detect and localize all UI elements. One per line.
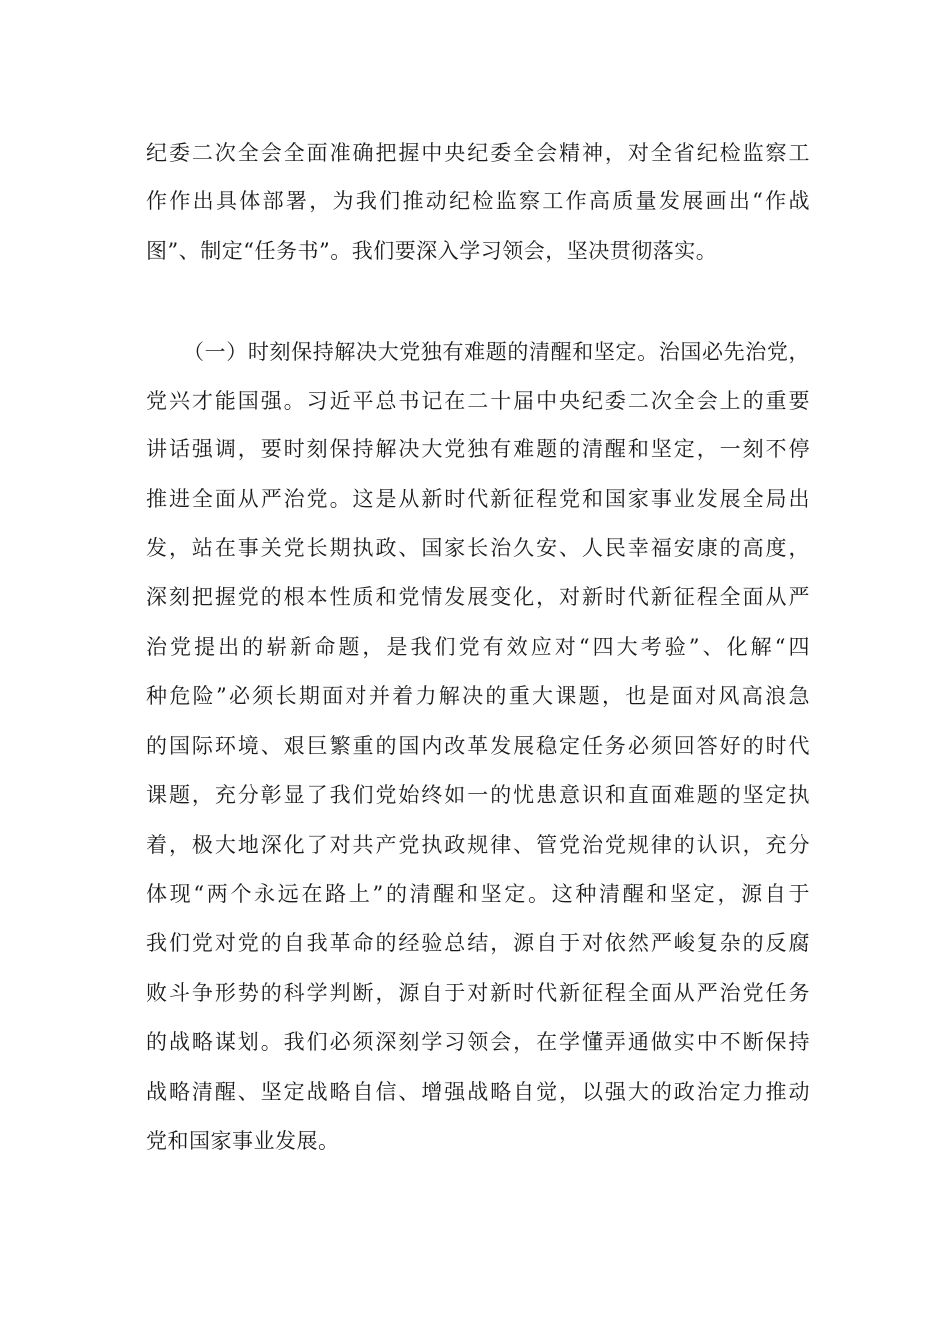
paragraph-2-line-14: 败斗争形势的科学判断，源自于对新时代新征程全面从严治党任务: [146, 981, 810, 1005]
paragraph-1-line-1: 纪委二次全会全面准确把握中央纪委全会精神，对全省纪检监察工: [146, 141, 810, 165]
paragraph-2-line-6: 深刻把握党的根本性质和党情发展变化，对新时代新征程全面从严: [146, 585, 810, 609]
paragraph-1-line-3: 图”、制定“任务书”。我们要深入学习领会，坚决贯彻落实。: [146, 239, 718, 263]
paragraph-2-line-16: 战略清醒、坚定战略自信、增强战略自觉，以强大的政治定力推动: [146, 1080, 810, 1104]
paragraph-2-line-8: 种危险”必须长期面对并着力解决的重大课题，也是面对风高浪急: [146, 684, 810, 708]
paragraph-1-line-2: 作作出具体部署，为我们推动纪检监察工作高质量发展画出“作战: [146, 189, 810, 213]
paragraph-2-line-1: （一）时刻保持解决大党独有难题的清醒和坚定。治国必先治党，: [183, 340, 810, 364]
paragraph-2-line-12: 体现“两个永远在路上”的清醒和坚定。这种清醒和坚定，源自于: [146, 882, 810, 906]
paragraph-2-line-4: 推进全面从严治党。这是从新时代新征程党和国家事业发展全局出: [146, 487, 810, 511]
paragraph-2-line-5: 发，站在事关党长期执政、国家长治久安、人民幸福安康的高度，: [146, 536, 810, 560]
paragraph-2-line-15: 的战略谋划。我们必须深刻学习领会，在学懂弄通做实中不断保持: [146, 1030, 810, 1054]
paragraph-2-line-11: 着，极大地深化了对共产党执政规律、管党治党规律的认识，充分: [146, 833, 810, 857]
paragraph-2-line-2: 党兴才能国强。习近平总书记在二十届中央纪委二次全会上的重要: [146, 389, 810, 413]
paragraph-2-line-7: 治党提出的崭新命题，是我们党有效应对“四大考验”、化解“四: [146, 635, 810, 659]
paragraph-2-line-17: 党和国家事业发展。: [146, 1129, 340, 1153]
paragraph-2-line-3: 讲话强调，要时刻保持解决大党独有难题的清醒和坚定，一刻不停: [146, 437, 810, 461]
paragraph-2-line-13: 我们党对党的自我革命的经验总结，源自于对依然严峻复杂的反腐: [146, 931, 810, 955]
paragraph-2-line-9: 的国际环境、艰巨繁重的国内改革发展稳定任务必须回答好的时代: [146, 734, 810, 758]
paragraph-2-line-10: 课题，充分彰显了我们党始终如一的忧患意识和直面难题的坚定执: [146, 783, 810, 807]
